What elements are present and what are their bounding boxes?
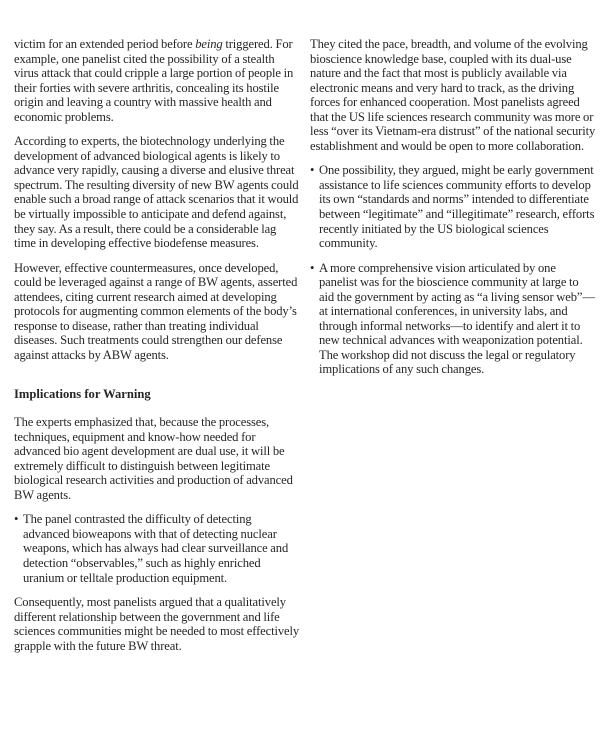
paragraph-countermeasures: However, effective countermeasures, once developed, could be leveraged against a range of BW agents, asserted attendees, citing current research aimed at developing protocols for augmenting common elements of the body’s response to disease, rather than treating individual diseases. Such treatments could strengthen our defense against attacks by ABW agents. (14, 260, 298, 362)
paragraph-dual-use: The experts emphasized that, because the processes, techniques, equipment and know-how needed for advanced bio agent development are dual use, it will be extremely difficult to distinguish between legitimate biological research activities and production of advanced BW agents. (14, 415, 293, 502)
paragraph-biotechnology: According to experts, the biotechnology underlying the development of advanced biological agents is likely to advance very rapidly, causing a diverse and elusive threat spectrum. The resulting diversity of new BW agents could enable such a broad range of attack scenarios that it would be virtually impossible to anticipate and defend against, they say. As a result, there could be a considerable lag time in developing effective biodefense measures. (14, 134, 299, 251)
bullet-item-standards-norms (310, 163, 596, 250)
bullet-icon: • (14, 512, 19, 527)
bullet-item-nuclear-contrast (14, 512, 300, 585)
bullet-icon: • (310, 163, 315, 178)
emphasis-text: being (195, 37, 223, 51)
bullet-item-living-sensor-web (310, 261, 596, 377)
bullet-text: A more comprehensive vision articulated by one panelist was for the bioscience community at large to aid the government by acting as “a living sensor web”—at international conferences, in university labs, and through informal networks—to identify and alert it to new technical advances with weaponization potential. The workshop did not discuss the legal or regulatory implications of any such changes. (319, 260, 595, 377)
paragraph-cooperation: They cited the pace, breadth, and volume of the evolving bioscience knowledge base, coupled with its dual-use nature and the fact that most is publicly available via electronic means and very hard to track, as the driving forces for enhanced cooperation. Most panelists agreed that the US life sciences research community was more or less “over its Vietnam-era distrust” of the national security establishment and would be open to more collaboration. (310, 37, 596, 153)
paragraph-text: triggered. For example, one panelist cited the possibility of a stealth virus attack that could cripple a large portion of people in their forties with severe arthritis, concealing its hostile origin and leaving a country with massive health and economic problems. (14, 37, 294, 124)
paragraph-stealth-attack (14, 37, 300, 124)
paragraph-consequently: Consequently, most panelists argued that a qualitatively different relationship between the government and life sciences communities might be needed to most effectively grapple with the future BW threat. (14, 595, 300, 653)
left-column (14, 37, 300, 663)
bullet-icon: • (310, 260, 315, 275)
bullet-text: One possibility, they argued, might be early government assistance to life sciences community efforts to develop its own “standards and norms” intended to differentiate between “legitimate” and “illegitimate” research, efforts recently initiated by the US biological sciences community. (319, 163, 595, 251)
section-heading-implications-for-warning: Implications for Warning (14, 387, 151, 402)
paragraph-text: victim for an extended period before (14, 37, 196, 51)
right-column (310, 37, 596, 387)
bullet-text: The panel contrasted the difficulty of detecting advanced bioweapons with that of detecting nuclear weapons, which has always had clear surveillance and detection “observables,” such as highly enriched uranium or telltale production equipment. (23, 512, 289, 585)
